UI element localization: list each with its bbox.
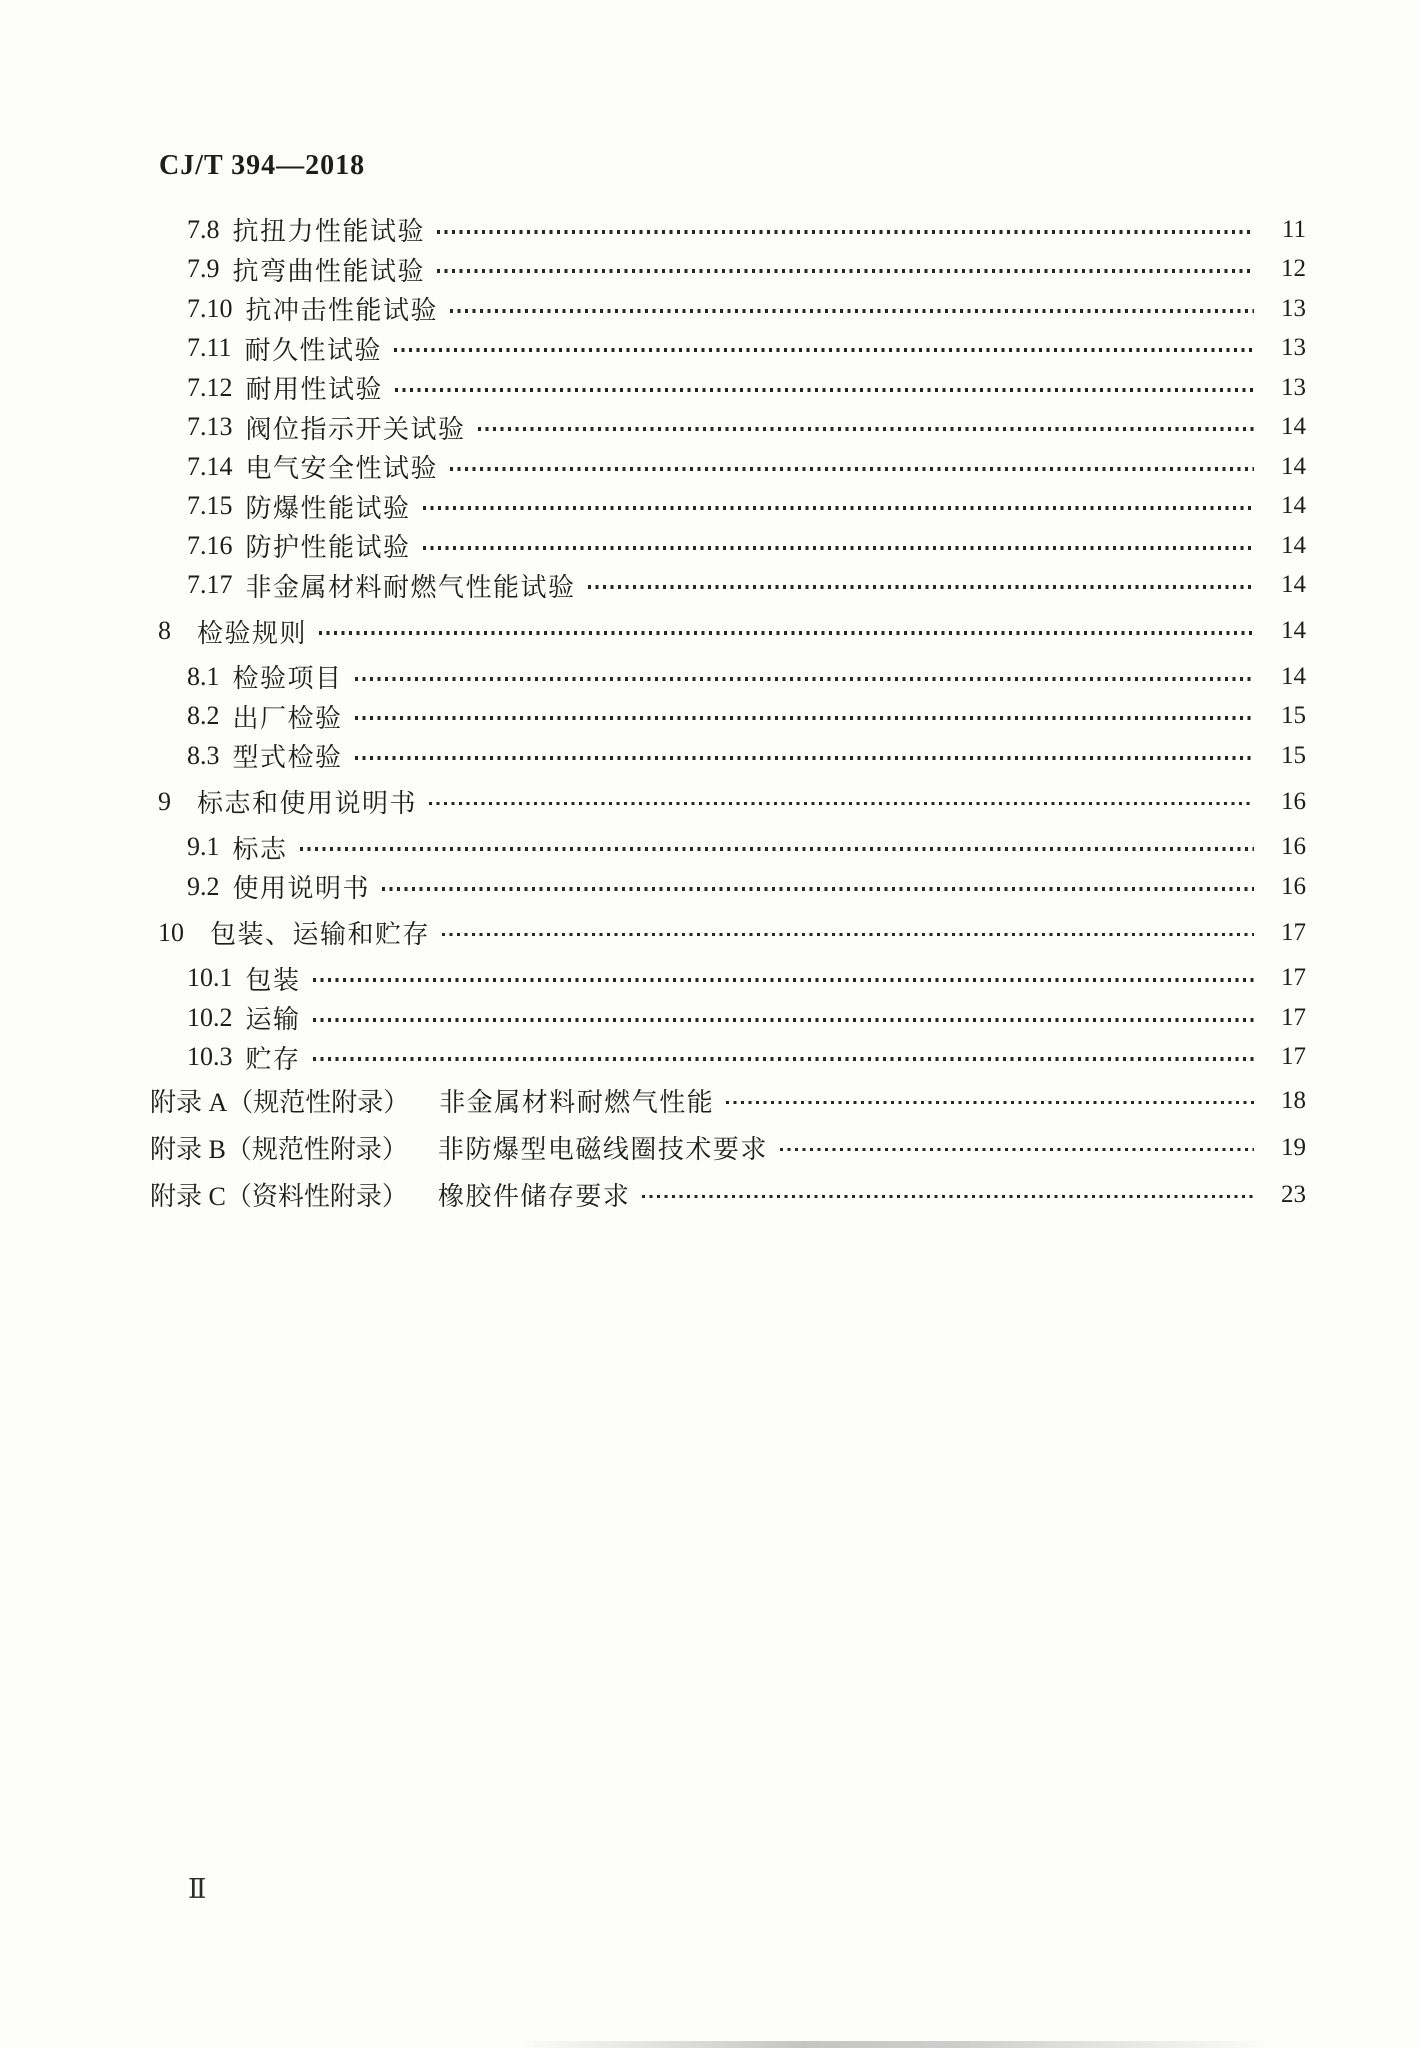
toc-entry: [150, 210, 1306, 250]
toc-entry-page: 14: [1281, 571, 1306, 599]
toc-entry-page: 17: [1281, 1003, 1306, 1031]
dot-leader: [394, 348, 1254, 352]
dot-leader: [450, 467, 1254, 471]
dot-leader: [355, 756, 1254, 760]
toc-list: [150, 210, 1306, 1218]
toc-entry-page: 13: [1281, 373, 1306, 401]
toc-entry-title: 运输: [245, 1005, 301, 1035]
toc-entry-page: 17: [1281, 1043, 1306, 1071]
toc-entry-number: 10.2: [187, 1002, 233, 1032]
toc-entry-page: 14: [1281, 531, 1306, 559]
toc-entry: [150, 1171, 1306, 1218]
toc-entry-title: 电气安全性试验: [245, 454, 439, 484]
toc-entry-page: 13: [1281, 294, 1306, 322]
toc-entry: [150, 526, 1306, 566]
toc-entry-title: 耐用性试验: [245, 375, 384, 405]
dot-leader: [300, 847, 1254, 851]
toc-entry-title: 非金属材料耐燃气性能试验: [245, 572, 576, 602]
dot-leader: [780, 1148, 1254, 1152]
toc-entry-title: 型式检验: [232, 743, 343, 773]
toc-entry: [150, 250, 1306, 290]
toc-entry-title: 非防爆型电磁线圈技术要求: [437, 1135, 768, 1164]
toc-entry-number: 9.1: [187, 832, 220, 862]
toc-entry-number: 9: [158, 786, 171, 816]
dot-leader: [588, 585, 1254, 589]
toc-entry-number: 10.1: [187, 963, 233, 993]
toc-entry: [150, 697, 1306, 737]
dot-leader: [642, 1195, 1254, 1199]
toc-entry-title: 贮存: [245, 1044, 301, 1074]
toc-entry: [150, 907, 1306, 959]
toc-entry-number: 8.3: [187, 740, 220, 770]
dot-leader: [313, 1057, 1254, 1061]
dot-leader: [313, 978, 1254, 982]
toc-entry-page: 11: [1281, 215, 1306, 243]
toc-entry-title: 非金属材料耐燃气性能: [439, 1088, 715, 1117]
toc-entry-number: 7.17: [187, 570, 233, 600]
toc-entry-number: 7.16: [187, 530, 233, 560]
dot-leader: [395, 388, 1254, 392]
toc-entry: [150, 657, 1306, 697]
toc-entry-number: 8.1: [187, 661, 220, 691]
toc-entry-number: 8.2: [187, 701, 220, 731]
footer-page-number: Ⅱ: [188, 1874, 207, 1904]
toc-entry-page: 17: [1281, 964, 1306, 992]
dot-leader: [429, 802, 1254, 806]
toc-entry-page: 16: [1281, 833, 1306, 861]
toc-entry: [150, 289, 1306, 329]
toc-entry-title: 抗弯曲性能试验: [232, 256, 426, 286]
toc-entry: [150, 736, 1306, 776]
toc-entry-title: 检验规则: [197, 618, 308, 648]
toc-entry-number: 7.8: [187, 214, 220, 244]
toc-entry-page: 15: [1281, 702, 1306, 730]
toc-entry: [150, 1124, 1306, 1171]
toc-entry-page: 18: [1281, 1086, 1306, 1114]
toc-entry-page: 13: [1281, 334, 1306, 362]
toc-entry-page: 16: [1281, 872, 1306, 900]
dot-leader: [382, 887, 1254, 891]
toc-entry: [150, 566, 1306, 606]
toc-entry-title: 防护性能试验: [245, 533, 411, 563]
toc-entry-title: 包装、运输和贮存: [210, 920, 431, 949]
toc-entry-number: 7.9: [187, 254, 220, 284]
toc-entry-title: 使用说明书: [232, 874, 371, 904]
toc-entry-title: 检验项目: [232, 664, 343, 694]
toc-entry: [150, 828, 1306, 868]
toc-entry: [150, 487, 1306, 527]
toc-entry-number: 8: [158, 616, 171, 645]
toc-entry: [150, 408, 1306, 448]
toc-entry-number: 7.11: [187, 333, 232, 363]
toc-entry: [150, 959, 1306, 999]
toc-entry-page: 14: [1281, 413, 1306, 441]
toc-entry-title: 耐久性试验: [244, 335, 383, 365]
toc-entry-page: 16: [1281, 787, 1306, 815]
toc-entry-number: 7.14: [187, 451, 233, 481]
toc-entry-page: 12: [1281, 255, 1306, 283]
dot-leader: [319, 631, 1254, 635]
toc-entry-page: 17: [1281, 918, 1306, 946]
toc-entry: [150, 776, 1306, 828]
toc-entry-number: 附录 B（规范性附录）: [150, 1135, 408, 1164]
dot-leader: [355, 677, 1254, 681]
toc-entry: [150, 867, 1306, 907]
toc-entry-page: 14: [1281, 617, 1306, 644]
standard-number-header: CJ/T 394—2018: [159, 150, 366, 181]
toc-entry: [150, 329, 1306, 369]
dot-leader: [442, 933, 1254, 937]
dot-leader: [437, 230, 1254, 234]
dot-leader: [423, 506, 1254, 510]
dot-leader: [726, 1101, 1254, 1105]
toc-entry-number: 附录 A（规范性附录）: [150, 1088, 410, 1117]
toc-entry-title: 标志和使用说明书: [197, 789, 418, 818]
toc-entry-title: 橡胶件储存要求: [437, 1182, 631, 1211]
dot-leader: [478, 427, 1254, 431]
dot-leader: [313, 1018, 1254, 1022]
toc-entry: [150, 447, 1306, 487]
toc-entry-number: 附录 C（资料性附录）: [150, 1182, 408, 1211]
dot-leader: [437, 269, 1254, 273]
toc-entry-title: 防爆性能试验: [245, 493, 411, 523]
toc-entry-page: 15: [1281, 741, 1306, 769]
dot-leader: [450, 309, 1254, 313]
toc-entry-number: 10.3: [187, 1042, 233, 1072]
toc-entry: [150, 1038, 1306, 1078]
toc-entry-number: 10: [158, 917, 184, 947]
toc-entry: [150, 605, 1306, 657]
toc-entry: [150, 1077, 1306, 1124]
toc-entry-title: 标志: [232, 834, 288, 864]
toc-entry: [150, 368, 1306, 408]
toc-entry-page: 14: [1281, 452, 1306, 480]
toc-entry-number: 7.15: [187, 491, 233, 521]
toc-entry-number: 7.13: [187, 412, 233, 442]
toc-entry-title: 抗冲击性能试验: [245, 296, 439, 326]
toc-entry-page: 14: [1281, 492, 1306, 520]
toc-entry: [150, 998, 1306, 1038]
toc-entry-number: 9.2: [187, 871, 220, 901]
toc-entry-page: 19: [1281, 1133, 1306, 1161]
toc-entry-page: 23: [1281, 1180, 1306, 1208]
toc-entry-page: 14: [1281, 662, 1306, 690]
toc-entry-title: 包装: [245, 965, 301, 995]
toc-entry-title: 抗扭力性能试验: [232, 217, 426, 247]
toc-entry-title: 出厂检验: [232, 703, 343, 733]
toc-entry-title: 阀位指示开关试验: [245, 414, 466, 444]
dot-leader: [355, 716, 1254, 720]
dot-leader: [423, 546, 1254, 550]
toc-entry-number: 7.12: [187, 372, 233, 402]
toc-entry-number: 7.10: [187, 293, 233, 323]
scan-edge-artifact: [515, 2041, 1275, 2048]
